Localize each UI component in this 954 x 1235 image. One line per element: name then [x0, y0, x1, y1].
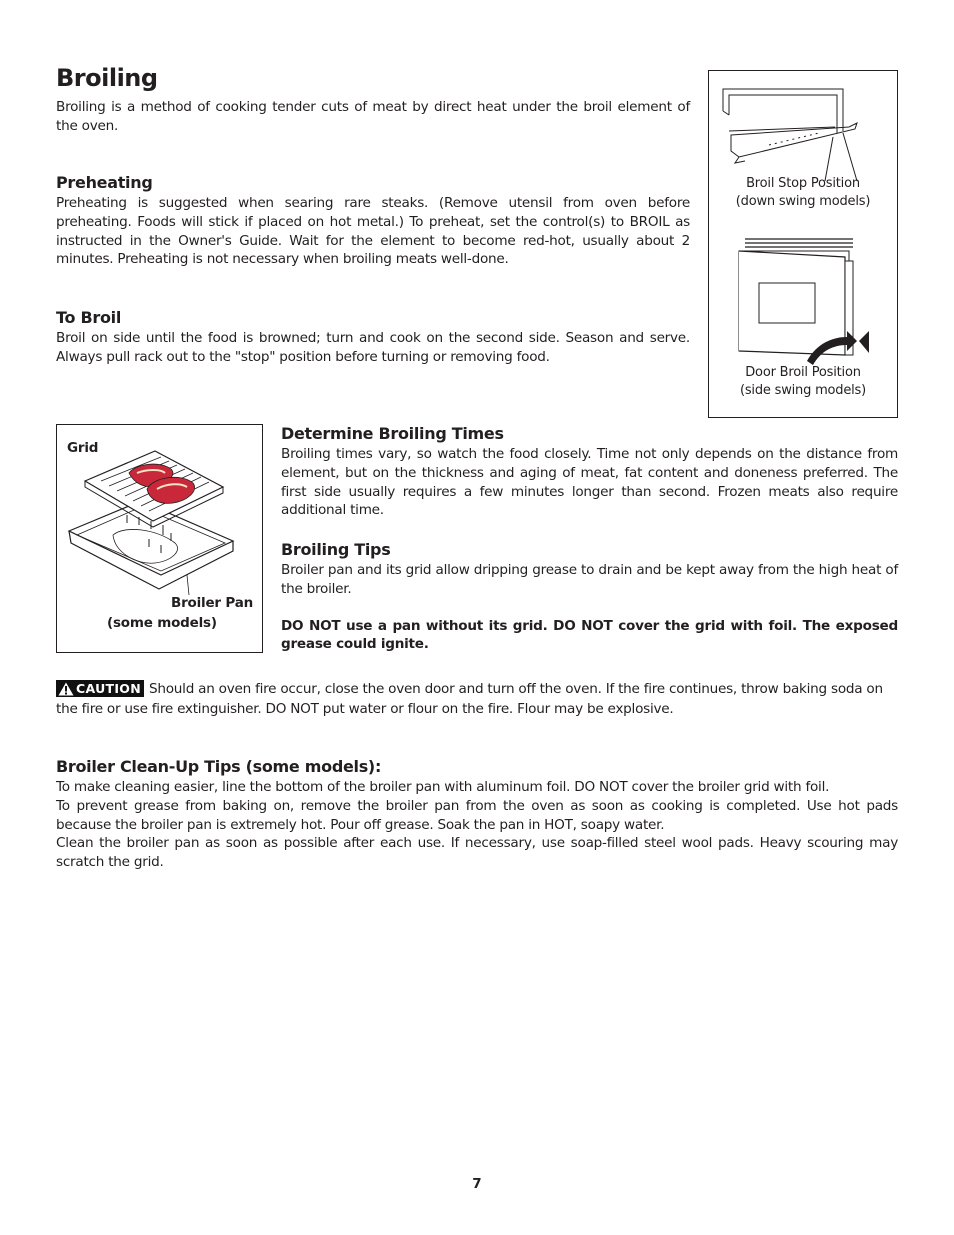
page-number: 7	[472, 1176, 482, 1192]
broiling-tips-heading: Broiling Tips	[281, 540, 391, 559]
broiler-pan-label: Broiler Pan	[171, 595, 254, 611]
caution-badge: CAUTION	[56, 680, 144, 697]
to-broil-section	[56, 308, 690, 367]
cleanup-line-2: To prevent grease from baking on, remove the broiler pan from the oven as soon as cooking is completed. Use hot pads because the broiler pan is extremely hot. Pour off grease. Soak the pan in HOT, soapy water.	[56, 797, 898, 833]
warning-triangle-icon	[58, 682, 74, 696]
oven-broil-position-figure	[708, 70, 898, 418]
grid-label: Grid	[67, 440, 99, 456]
door-broil-label: Door Broil Position (side swing models)	[739, 365, 866, 398]
intro-text: Broiling is a method of cooking tender cuts of meat by direct heat under the broil element of the oven.	[56, 99, 690, 134]
preheating-heading: Preheating	[56, 173, 153, 192]
preheating-section	[56, 173, 690, 269]
caution-text: Should an oven fire occur, close the oven door and turn off the oven. If the fire continues, throw baking soda on the fire or use fire extinguisher. DO NOT put water or flour on the fire. Flour may be explosive.	[56, 681, 883, 717]
page-title: Broiling	[56, 64, 158, 92]
down-swing-oven-drawing	[723, 89, 857, 181]
cleanup-line-1: To make cleaning easier, line the bottom of the broiler pan with aluminum foil. DO NOT cover the broiler grid with foil.	[56, 779, 830, 795]
to-broil-text: Broil on side until the food is browned; turn and cook on the second side. Season and serve. Always pull rack out to the "stop" position before turning or removing food.	[56, 330, 690, 365]
broiler-pan-some-models-label: (some models)	[107, 615, 217, 631]
broiling-tips-text: Broiler pan and its grid allow dripping grease to drain and be kept away from the high heat of the broiler.	[281, 562, 898, 597]
determine-times-text: Broiling times vary, so watch the food closely. Time not only depends on the distance from element, but on the thickness and aging of meat, fat content and doneness preferred. The first side usually requires a few minutes longer than second. Frozen meats also require additional time.	[281, 446, 898, 519]
broiling-tips-section	[281, 540, 898, 654]
determine-times-heading: Determine Broiling Times	[281, 424, 504, 443]
caution-notice	[56, 679, 898, 719]
broiler-pan-figure	[56, 424, 263, 653]
cleanup-line-3: Clean the broiler pan as soon as possible after each use. If necessary, use soap-filled steel wool pads. Heavy scouring may scratch the grid.	[56, 835, 898, 871]
to-broil-heading: To Broil	[56, 308, 121, 327]
cleanup-section	[56, 757, 898, 872]
broiling-tips-warning: DO NOT use a pan without its grid. DO NOT cover the grid with foil. The exposed grease could ignite.	[281, 617, 898, 653]
broil-stop-label: Broil Stop Position (down swing models)	[735, 176, 871, 209]
preheating-text: Preheating is suggested when searing rare steaks. (Remove utensil from oven before preheating. Foods will stick if placed on hot metal.) To preheat, set the control(s) to BROIL as instructed in the Owner's Guide. Wait for the element to become red-hot, usually about 2 minutes. Preheating is not necessary when broiling meats well-done.	[56, 195, 690, 268]
determine-times-section	[281, 424, 898, 520]
cleanup-heading: Broiler Clean-Up Tips (some models):	[56, 757, 382, 776]
side-swing-oven-drawing	[739, 239, 869, 365]
